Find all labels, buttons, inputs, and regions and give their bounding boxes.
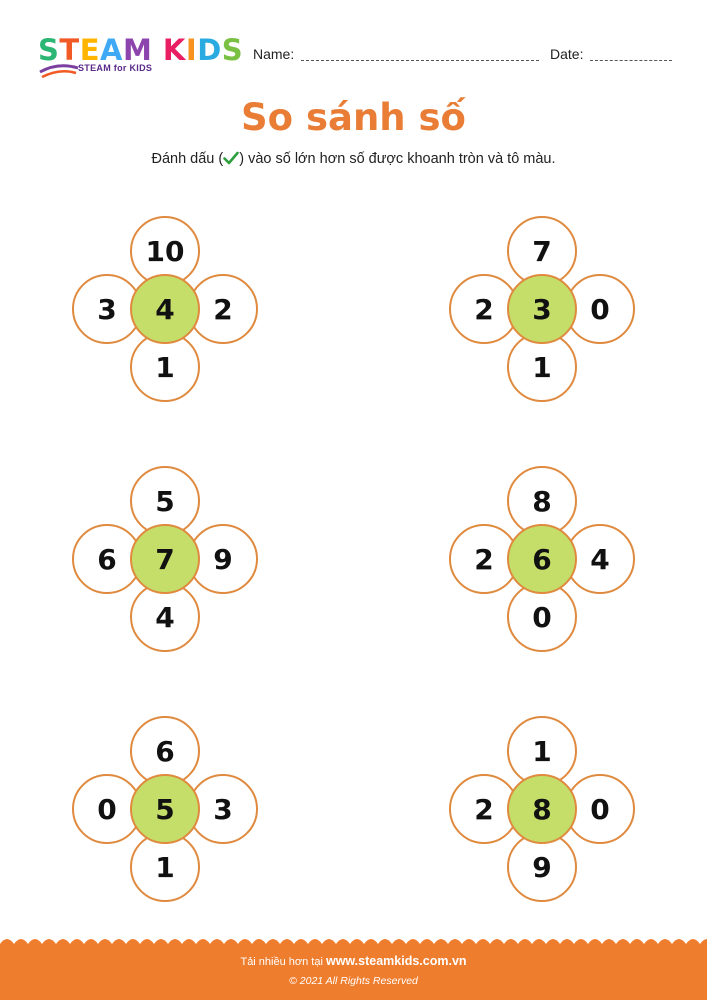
petal-bottom[interactable]: 4 <box>130 582 200 652</box>
instruction-before: Đánh dấu ( <box>151 151 224 167</box>
flower-2 <box>447 214 637 404</box>
petal-top[interactable]: 6 <box>130 716 200 786</box>
footer-bar <box>0 944 707 1000</box>
logo-wordmark: STEAM KIDS <box>38 33 244 67</box>
petal-right[interactable]: 9 <box>188 524 258 594</box>
petal-left[interactable]: 2 <box>449 274 519 344</box>
flower-center: 3 <box>507 274 577 344</box>
flower-3 <box>70 464 260 654</box>
petal-right[interactable]: 0 <box>565 774 635 844</box>
footer-download-line <box>0 954 707 968</box>
flower-center: 6 <box>507 524 577 594</box>
flower-5 <box>70 714 260 904</box>
petal-top[interactable]: 7 <box>507 216 577 286</box>
footer-copyright: © 2021 All Rights Reserved <box>289 975 418 987</box>
date-label: Date: <box>550 46 584 62</box>
petal-top[interactable]: 10 <box>130 216 200 286</box>
check-icon <box>223 151 239 165</box>
petal-right[interactable]: 0 <box>565 274 635 344</box>
flower-1 <box>70 214 260 404</box>
petal-bottom[interactable]: 0 <box>507 582 577 652</box>
petal-left[interactable]: 0 <box>72 774 142 844</box>
date-field[interactable] <box>590 60 672 61</box>
petal-bottom[interactable]: 1 <box>130 332 200 402</box>
flower-center: 8 <box>507 774 577 844</box>
instruction-text <box>0 151 707 167</box>
name-field[interactable] <box>301 60 539 61</box>
flower-6 <box>447 714 637 904</box>
petal-left[interactable]: 6 <box>72 524 142 594</box>
petal-right[interactable]: 3 <box>188 774 258 844</box>
petal-left[interactable]: 3 <box>72 274 142 344</box>
name-label: Name: <box>253 46 295 62</box>
petal-bottom[interactable]: 9 <box>507 832 577 902</box>
petal-bottom[interactable]: 1 <box>507 332 577 402</box>
petal-top[interactable]: 8 <box>507 466 577 536</box>
petal-top[interactable]: 5 <box>130 466 200 536</box>
petal-top[interactable]: 1 <box>507 716 577 786</box>
flower-4 <box>447 464 637 654</box>
petal-bottom[interactable]: 1 <box>130 832 200 902</box>
logo-tagline: STEAM for KIDS <box>78 63 153 73</box>
footer-download-prefix: Tải nhiều hơn tại <box>240 956 326 968</box>
petal-right[interactable]: 4 <box>565 524 635 594</box>
flower-center: 5 <box>130 774 200 844</box>
petal-left[interactable]: 2 <box>449 774 519 844</box>
footer-site-link[interactable]: www.steamkids.com.vn <box>325 954 467 968</box>
page-title: So sánh số <box>241 96 466 139</box>
petal-right[interactable]: 2 <box>188 274 258 344</box>
steam-kids-logo <box>38 33 244 80</box>
instruction-after: ) vào số lớn hơn số được khoanh tròn và tô màu. <box>239 151 556 167</box>
petal-left[interactable]: 2 <box>449 524 519 594</box>
flower-center: 7 <box>130 524 200 594</box>
flower-center: 4 <box>130 274 200 344</box>
